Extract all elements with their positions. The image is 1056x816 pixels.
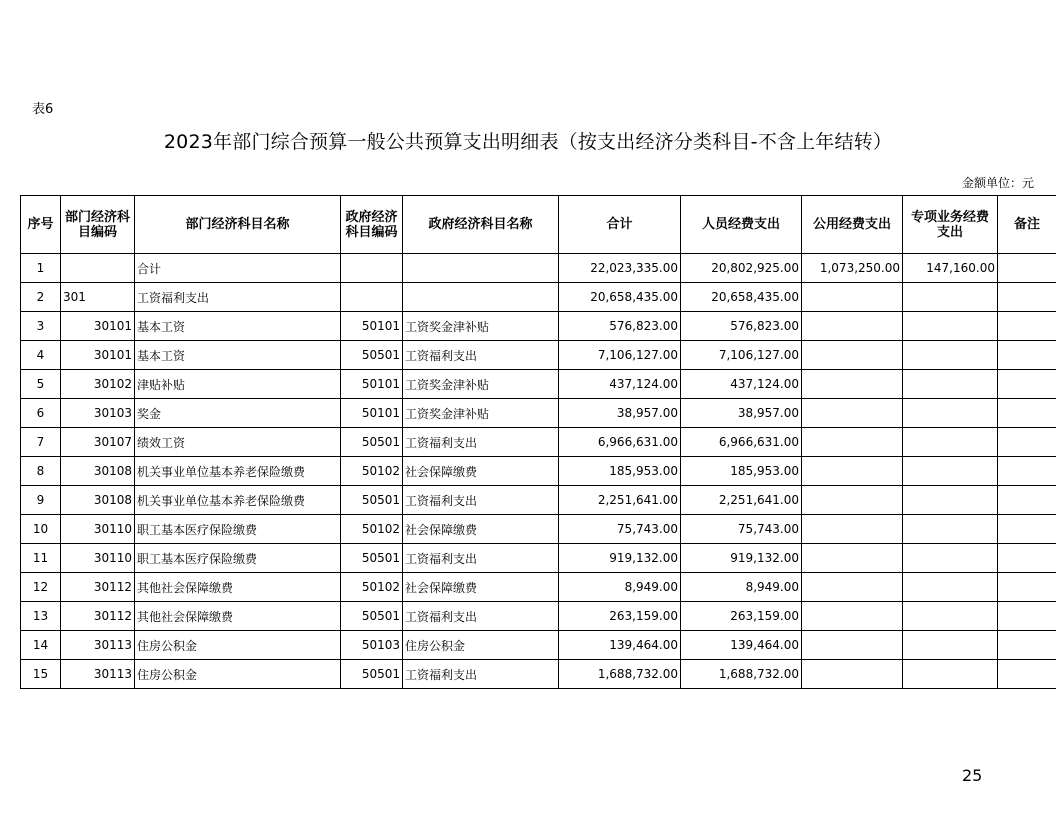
column-header-special: 专项业务经费支出 xyxy=(903,196,998,254)
special-cell xyxy=(903,399,998,428)
seq-cell: 1 xyxy=(21,254,61,283)
dept-code-cell: 30112 xyxy=(61,573,135,602)
special-cell xyxy=(903,312,998,341)
remarks-cell xyxy=(998,428,1056,457)
gov-code-cell: 50501 xyxy=(341,341,403,370)
dept-name-cell: 机关事业单位基本养老保险缴费 xyxy=(135,486,341,515)
personnel-cell: 919,132.00 xyxy=(681,544,802,573)
personnel-cell: 263,159.00 xyxy=(681,602,802,631)
personnel-cell: 139,464.00 xyxy=(681,631,802,660)
personnel-cell: 75,743.00 xyxy=(681,515,802,544)
remarks-cell xyxy=(998,341,1056,370)
public-cell xyxy=(802,660,903,689)
total-cell: 7,106,127.00 xyxy=(559,341,681,370)
remarks-cell xyxy=(998,602,1056,631)
gov-code-cell: 50102 xyxy=(341,573,403,602)
table-row xyxy=(21,602,1056,631)
seq-cell: 15 xyxy=(21,660,61,689)
gov-code-cell: 50101 xyxy=(341,312,403,341)
public-cell xyxy=(802,515,903,544)
gov-code-cell: 50501 xyxy=(341,544,403,573)
dept-code-cell: 30113 xyxy=(61,631,135,660)
dept-name-cell: 机关事业单位基本养老保险缴费 xyxy=(135,457,341,486)
special-cell xyxy=(903,573,998,602)
personnel-cell: 185,953.00 xyxy=(681,457,802,486)
column-header-remarks: 备注 xyxy=(998,196,1056,254)
remarks-cell xyxy=(998,515,1056,544)
remarks-cell xyxy=(998,399,1056,428)
table-row xyxy=(21,283,1056,312)
unit-label: 金额单位：元 xyxy=(961,176,1034,190)
table-row xyxy=(21,660,1056,689)
dept-name-cell: 职工基本医疗保险缴费 xyxy=(135,544,341,573)
total-cell: 576,823.00 xyxy=(559,312,681,341)
gov-code-cell: 50103 xyxy=(341,631,403,660)
seq-cell: 14 xyxy=(21,631,61,660)
total-cell: 6,966,631.00 xyxy=(559,428,681,457)
total-cell: 185,953.00 xyxy=(559,457,681,486)
dept-name-cell: 津贴补贴 xyxy=(135,370,341,399)
total-cell: 263,159.00 xyxy=(559,602,681,631)
gov-name-cell: 工资福利支出 xyxy=(403,660,559,689)
personnel-cell: 20,658,435.00 xyxy=(681,283,802,312)
remarks-cell xyxy=(998,254,1056,283)
gov-code-cell: 50501 xyxy=(341,660,403,689)
total-cell: 22,023,335.00 xyxy=(559,254,681,283)
personnel-cell: 7,106,127.00 xyxy=(681,341,802,370)
budget-table xyxy=(20,195,1056,689)
column-header-seq: 序号 xyxy=(21,196,61,254)
public-cell xyxy=(802,544,903,573)
public-cell xyxy=(802,428,903,457)
personnel-cell: 8,949.00 xyxy=(681,573,802,602)
special-cell xyxy=(903,631,998,660)
public-cell: 1,073,250.00 xyxy=(802,254,903,283)
remarks-cell xyxy=(998,312,1056,341)
column-header-dept-code: 部门经济科目编码 xyxy=(61,196,135,254)
dept-name-cell: 基本工资 xyxy=(135,312,341,341)
gov-name-cell: 住房公积金 xyxy=(403,631,559,660)
table-row xyxy=(21,428,1056,457)
personnel-cell: 6,966,631.00 xyxy=(681,428,802,457)
table-row xyxy=(21,312,1056,341)
gov-code-cell xyxy=(341,283,403,312)
public-cell xyxy=(802,573,903,602)
dept-code-cell: 30103 xyxy=(61,399,135,428)
dept-name-cell: 绩效工资 xyxy=(135,428,341,457)
table-row xyxy=(21,573,1056,602)
special-cell xyxy=(903,283,998,312)
special-cell xyxy=(903,602,998,631)
total-cell: 38,957.00 xyxy=(559,399,681,428)
dept-name-cell: 基本工资 xyxy=(135,341,341,370)
public-cell xyxy=(802,312,903,341)
column-header-gov-name: 政府经济科目名称 xyxy=(403,196,559,254)
seq-cell: 4 xyxy=(21,341,61,370)
gov-name-cell: 工资福利支出 xyxy=(403,486,559,515)
special-cell: 147,160.00 xyxy=(903,254,998,283)
column-header-public: 公用经费支出 xyxy=(802,196,903,254)
gov-code-cell: 50501 xyxy=(341,486,403,515)
dept-code-cell: 30101 xyxy=(61,312,135,341)
special-cell xyxy=(903,370,998,399)
table-row xyxy=(21,370,1056,399)
public-cell xyxy=(802,283,903,312)
gov-name-cell: 工资奖金津补贴 xyxy=(403,399,559,428)
dept-name-cell: 工资福利支出 xyxy=(135,283,341,312)
dept-code-cell xyxy=(61,254,135,283)
personnel-cell: 38,957.00 xyxy=(681,399,802,428)
special-cell xyxy=(903,515,998,544)
personnel-cell: 437,124.00 xyxy=(681,370,802,399)
public-cell xyxy=(802,399,903,428)
seq-cell: 13 xyxy=(21,602,61,631)
personnel-cell: 2,251,641.00 xyxy=(681,486,802,515)
public-cell xyxy=(802,486,903,515)
column-header-total: 合计 xyxy=(559,196,681,254)
gov-code-cell: 50101 xyxy=(341,399,403,428)
personnel-cell: 20,802,925.00 xyxy=(681,254,802,283)
gov-name-cell: 工资福利支出 xyxy=(403,544,559,573)
table-row xyxy=(21,254,1056,283)
public-cell xyxy=(802,370,903,399)
gov-code-cell: 50501 xyxy=(341,602,403,631)
gov-name-cell xyxy=(403,254,559,283)
gov-name-cell: 社会保障缴费 xyxy=(403,573,559,602)
gov-name-cell: 社会保障缴费 xyxy=(403,515,559,544)
dept-name-cell: 合计 xyxy=(135,254,341,283)
dept-code-cell: 30102 xyxy=(61,370,135,399)
table-row xyxy=(21,457,1056,486)
public-cell xyxy=(802,602,903,631)
total-cell: 919,132.00 xyxy=(559,544,681,573)
page-title: 2023年部门综合预算一般公共预算支出明细表（按支出经济分类科目-不含上年结转） xyxy=(163,131,893,153)
gov-name-cell: 工资奖金津补贴 xyxy=(403,312,559,341)
remarks-cell xyxy=(998,283,1056,312)
gov-code-cell xyxy=(341,254,403,283)
total-cell: 8,949.00 xyxy=(559,573,681,602)
dept-code-cell: 30108 xyxy=(61,457,135,486)
column-header-gov-code: 政府经济科目编码 xyxy=(341,196,403,254)
seq-cell: 11 xyxy=(21,544,61,573)
special-cell xyxy=(903,457,998,486)
gov-name-cell: 工资福利支出 xyxy=(403,341,559,370)
special-cell xyxy=(903,341,998,370)
total-cell: 20,658,435.00 xyxy=(559,283,681,312)
public-cell xyxy=(802,341,903,370)
remarks-cell xyxy=(998,370,1056,399)
remarks-cell xyxy=(998,573,1056,602)
total-cell: 75,743.00 xyxy=(559,515,681,544)
dept-name-cell: 住房公积金 xyxy=(135,631,341,660)
total-cell: 139,464.00 xyxy=(559,631,681,660)
gov-code-cell: 50102 xyxy=(341,457,403,486)
dept-code-cell: 30108 xyxy=(61,486,135,515)
table-row xyxy=(21,544,1056,573)
column-header-personnel: 人员经费支出 xyxy=(681,196,802,254)
gov-code-cell: 50101 xyxy=(341,370,403,399)
special-cell xyxy=(903,428,998,457)
dept-code-cell: 30112 xyxy=(61,602,135,631)
gov-code-cell: 50501 xyxy=(341,428,403,457)
dept-name-cell: 奖金 xyxy=(135,399,341,428)
remarks-cell xyxy=(998,486,1056,515)
dept-code-cell: 30110 xyxy=(61,515,135,544)
table-row xyxy=(21,515,1056,544)
seq-cell: 10 xyxy=(21,515,61,544)
special-cell xyxy=(903,544,998,573)
special-cell xyxy=(903,660,998,689)
table-row xyxy=(21,486,1056,515)
seq-cell: 9 xyxy=(21,486,61,515)
gov-name-cell: 工资奖金津补贴 xyxy=(403,370,559,399)
seq-cell: 3 xyxy=(21,312,61,341)
table-row xyxy=(21,631,1056,660)
gov-name-cell xyxy=(403,283,559,312)
gov-name-cell: 工资福利支出 xyxy=(403,428,559,457)
dept-name-cell: 其他社会保障缴费 xyxy=(135,573,341,602)
personnel-cell: 576,823.00 xyxy=(681,312,802,341)
page-number: 25 xyxy=(962,766,983,785)
seq-cell: 5 xyxy=(21,370,61,399)
remarks-cell xyxy=(998,660,1056,689)
table-label: 表6 xyxy=(32,102,54,117)
dept-name-cell: 住房公积金 xyxy=(135,660,341,689)
total-cell: 2,251,641.00 xyxy=(559,486,681,515)
remarks-cell xyxy=(998,457,1056,486)
gov-name-cell: 工资福利支出 xyxy=(403,602,559,631)
gov-name-cell: 社会保障缴费 xyxy=(403,457,559,486)
dept-name-cell: 职工基本医疗保险缴费 xyxy=(135,515,341,544)
header-row xyxy=(21,196,1056,254)
total-cell: 437,124.00 xyxy=(559,370,681,399)
table-row xyxy=(21,341,1056,370)
seq-cell: 6 xyxy=(21,399,61,428)
seq-cell: 8 xyxy=(21,457,61,486)
remarks-cell xyxy=(998,631,1056,660)
seq-cell: 12 xyxy=(21,573,61,602)
table-row xyxy=(21,399,1056,428)
seq-cell: 2 xyxy=(21,283,61,312)
dept-code-cell: 30113 xyxy=(61,660,135,689)
remarks-cell xyxy=(998,544,1056,573)
special-cell xyxy=(903,486,998,515)
seq-cell: 7 xyxy=(21,428,61,457)
dept-name-cell: 其他社会保障缴费 xyxy=(135,602,341,631)
dept-code-cell: 30101 xyxy=(61,341,135,370)
total-cell: 1,688,732.00 xyxy=(559,660,681,689)
gov-code-cell: 50102 xyxy=(341,515,403,544)
column-header-dept-name: 部门经济科目名称 xyxy=(135,196,341,254)
dept-code-cell: 301 xyxy=(61,283,135,312)
dept-code-cell: 30107 xyxy=(61,428,135,457)
public-cell xyxy=(802,457,903,486)
personnel-cell: 1,688,732.00 xyxy=(681,660,802,689)
public-cell xyxy=(802,631,903,660)
table-body xyxy=(21,254,1056,689)
dept-code-cell: 30110 xyxy=(61,544,135,573)
